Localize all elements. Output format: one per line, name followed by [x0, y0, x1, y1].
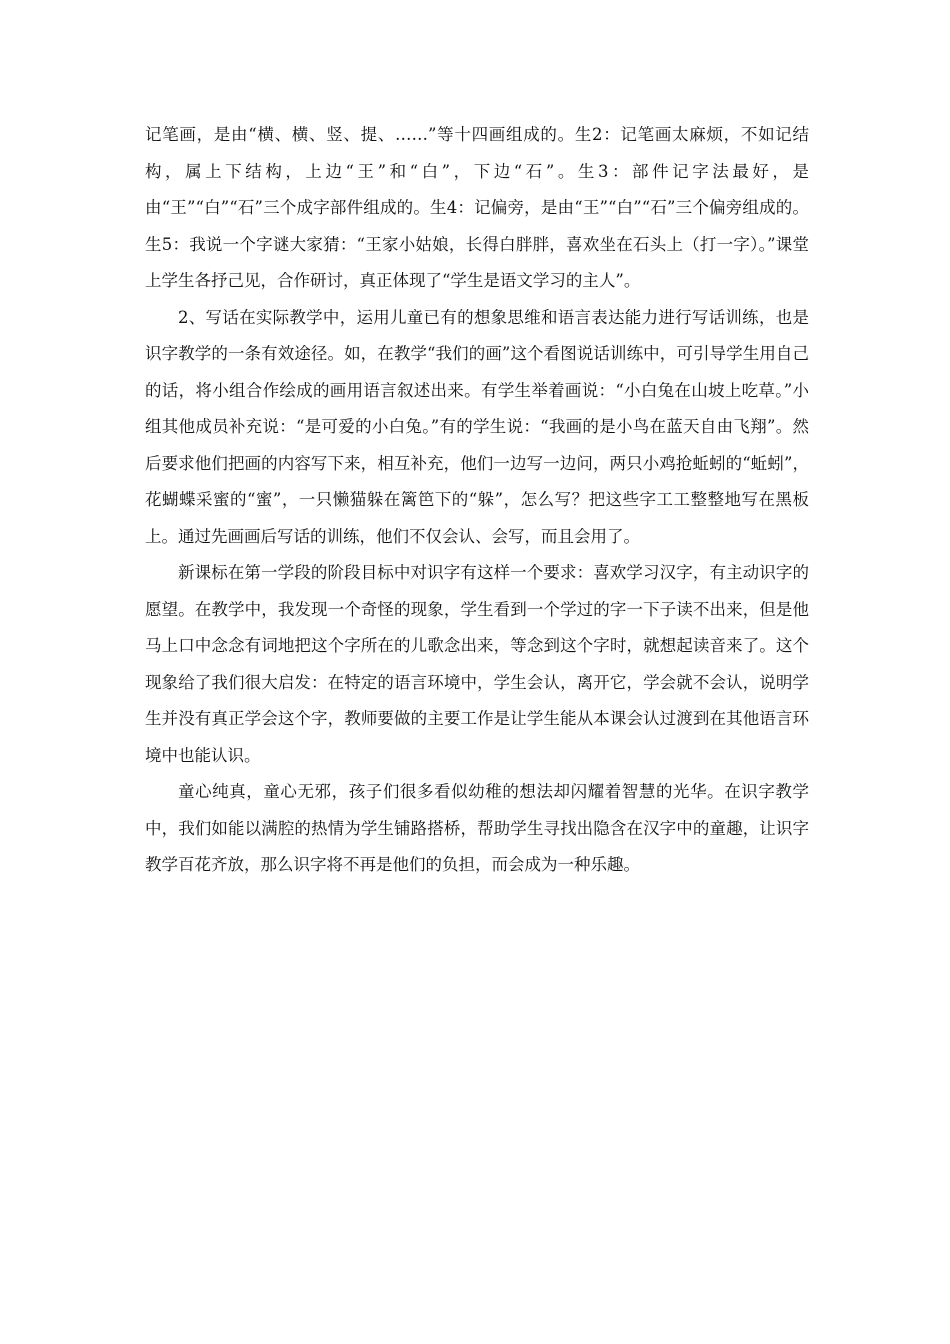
paragraph: 2、写话在实际教学中，运用儿童已有的想象思维和语言表达能力进行写话训练，也是识字教学的一条有效途径。如，在教学“我们的画”这个看图说话训练中，可引导学生用自己的话，将小组合作绘成的画用语言叙述出来。有学生举着画说：“小白兔在山坡上吃草。”小组其他成员补充说：“是可爱的小白兔。”有的学生说：“我画的是小鸟在蓝天自由飞翔”。然后要求他们把画的内容写下来，相互补充，他们一边写一边问，两只小鸡抢蚯蚓的“蚯蚓”，花蝴蝶采蜜的“蜜”，一只懒猫躲在篱笆下的“躲”，怎么写？把这些字工工整整地写在黑板上。通过先画画后写话的训练，他们不仅会认、会写，而且会用了。 — [145, 307, 809, 546]
paragraph: 新课标在第一学段的阶段目标中对识字有这样一个要求：喜欢学习汉字，有主动识字的愿望。在教学中，我发现一个奇怪的现象，学生看到一个学过的字一下子读不出来，但是他马上口中念念有词地把这个字所在的儿歌念出来，等念到这个字时，就想起读音来了。这个现象给了我们很大启发：在特定的语言环境中，学生会认，离开它，学会就不会认，说明学生并没有真正学会这个字，教师要做的主要工作是让学生能从本课会认过渡到在其他语言环境中也能认识。 — [145, 563, 809, 765]
paragraph: 童心纯真，童心无邪，孩子们很多看似幼稚的想法却闪耀着智慧的光华。在识字教学中，我们如能以满腔的热情为学生铺路搭桥，帮助学生寻找出隐含在汉字中的童趣，让识字教学百花齐放，那么识字将不再是他们的负担，而会成为一种乐趣。 — [145, 782, 809, 874]
document-body — [145, 117, 809, 884]
paragraph: 记笔画，是由“横、横、竖、提、……”等十四画组成的。生2：记笔画太麻烦，不如记结构，属上下结构，上边“王”和“白”，下边“石”。生3：部件记字法最好，是由“王”“白”“石”三个成字部件组成的。生4：记偏旁，是由“王”“白”“石”三个偏旁组成的。生5：我说一个字谜大家猜：“王家小姑娘，长得白胖胖，喜欢坐在石头上（打一字）。”课堂上学生各抒己见，合作研讨，真正体现了“学生是语文学习的主人”。 — [145, 125, 809, 290]
